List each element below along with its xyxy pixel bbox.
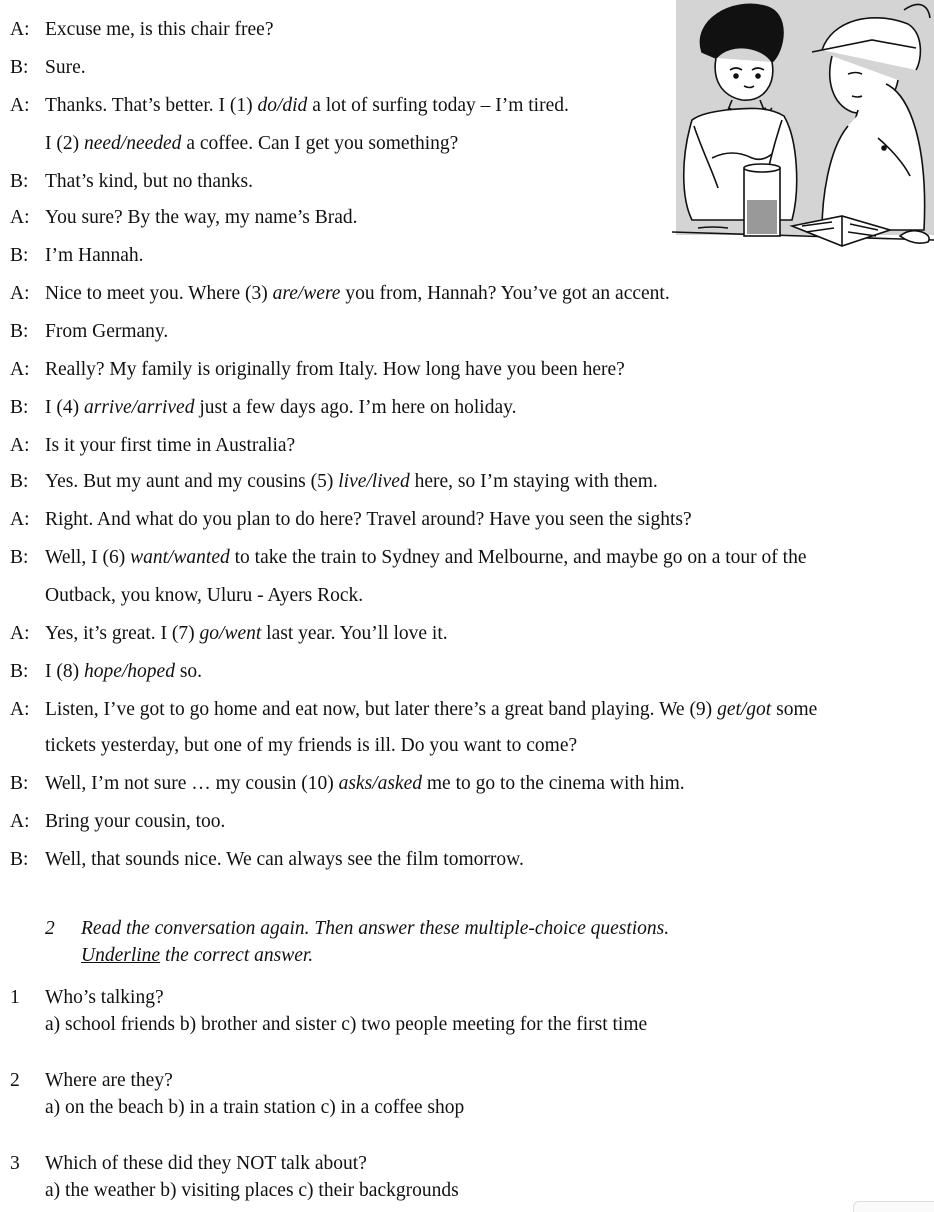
line-text: Well, that sounds nice. We can always see the film tomorrow. — [45, 849, 524, 870]
verb-choice: arrive/arrived — [83, 397, 195, 418]
speaker-label: B: — [10, 661, 29, 682]
verb-choice: asks/asked — [338, 773, 422, 794]
question-text: Which of these did they NOT talk about? — [45, 1153, 367, 1174]
line-text: Nice to meet you. Where (3) are/were you from, Hannah? You’ve got an accent. — [45, 283, 670, 304]
speaker-label: A: — [10, 435, 30, 456]
page-corner — [853, 1201, 934, 1212]
exercise-number: 2 — [45, 918, 55, 939]
line-text: From Germany. — [45, 321, 169, 342]
speaker-label: B: — [10, 773, 29, 794]
line-text: I (4) arrive/arrived just a few days ago. I’m here on holiday. — [45, 397, 517, 418]
speaker-label: B: — [10, 397, 29, 418]
line-text: I (8) hope/hoped so. — [45, 661, 203, 682]
line-text: Really? My family is originally from Italy. How long have you been here? — [45, 359, 625, 380]
line-text: Yes. But my aunt and my cousins (5) live/lived here, so I’m staying with them. — [45, 471, 658, 492]
verb-choice: need/needed — [83, 133, 182, 154]
line-text: You sure? By the way, my name’s Brad. — [45, 207, 358, 228]
instruction-line-1: Read the conversation again. Then answer these multiple-choice questions. — [81, 918, 670, 939]
speaker-label: A: — [10, 509, 30, 530]
speaker-label: A: — [10, 207, 30, 228]
question-number: 3 — [10, 1153, 20, 1174]
question-number: 1 — [10, 987, 20, 1008]
speaker-label: A: — [10, 19, 30, 40]
line-text: Sure. — [45, 57, 86, 78]
cafe-illustration — [672, 0, 934, 255]
line-text: I’m Hannah. — [45, 245, 144, 266]
line-text: Well, I (6) want/wanted to take the train to Sydney and Melbourne, and maybe go on a tour of the — [45, 547, 807, 568]
speaker-label: A: — [10, 699, 30, 720]
verb-choice: go/went — [199, 623, 262, 644]
line-text: Listen, I’ve got to go home and eat now, but later there’s a great band playing. We (9) get/got some — [45, 699, 818, 720]
line-text: Bring your cousin, too. — [45, 811, 226, 832]
line-text: Well, I’m not sure … my cousin (10) asks/asked me to go to the cinema with him. — [45, 773, 685, 794]
underline-word: Underline — [81, 945, 161, 966]
line-text: Yes, it’s great. I (7) go/went last year. You’ll love it. — [45, 623, 448, 644]
verb-choice: want/wanted — [130, 547, 230, 568]
speaker-label: A: — [10, 811, 30, 832]
speaker-label: B: — [10, 849, 29, 870]
verb-choice: are/were — [272, 283, 341, 304]
verb-choice: get/got — [717, 699, 772, 720]
verb-choice: do/did — [257, 95, 308, 116]
line-text: Right. And what do you plan to do here? Travel around? Have you seen the sights? — [45, 509, 692, 530]
speaker-label: B: — [10, 171, 29, 192]
question-number: 2 — [10, 1070, 20, 1091]
speaker-label: A: — [10, 95, 30, 116]
line-text: tickets yesterday, but one of my friends is ill. Do you want to come? — [45, 735, 578, 756]
speaker-label: B: — [10, 321, 29, 342]
line-text: Is it your first time in Australia? — [45, 435, 296, 456]
speaker-label: A: — [10, 283, 30, 304]
question-options: a) on the beach b) in a train station c) in a coffee shop — [45, 1097, 465, 1118]
speaker-label: B: — [10, 57, 29, 78]
question-text: Who’s talking? — [45, 987, 164, 1008]
question-options: a) school friends b) brother and sister c) two people meeting for the first time — [45, 1014, 648, 1035]
line-text: I (2) need/needed a coffee. Can I get you something? — [45, 133, 459, 154]
line-text: Excuse me, is this chair free? — [45, 19, 274, 40]
speaker-label: A: — [10, 359, 30, 380]
line-text: That’s kind, but no thanks. — [45, 171, 253, 192]
speaker-label: A: — [10, 623, 30, 644]
line-text: Thanks. That’s better. I (1) do/did a lot of surfing today – I’m tired. — [45, 95, 569, 116]
line-text: Outback, you know, Uluru - Ayers Rock. — [45, 585, 364, 606]
question-text: Where are they? — [45, 1070, 173, 1091]
speaker-label: B: — [10, 547, 29, 568]
verb-choice: hope/hoped — [83, 661, 175, 682]
speaker-label: B: — [10, 245, 29, 266]
instruction-line-2: the correct answer. — [160, 945, 314, 966]
question-options: a) the weather b) visiting places c) their backgrounds — [45, 1180, 459, 1201]
verb-choice: live/lived — [338, 471, 410, 492]
speaker-label: B: — [10, 471, 29, 492]
